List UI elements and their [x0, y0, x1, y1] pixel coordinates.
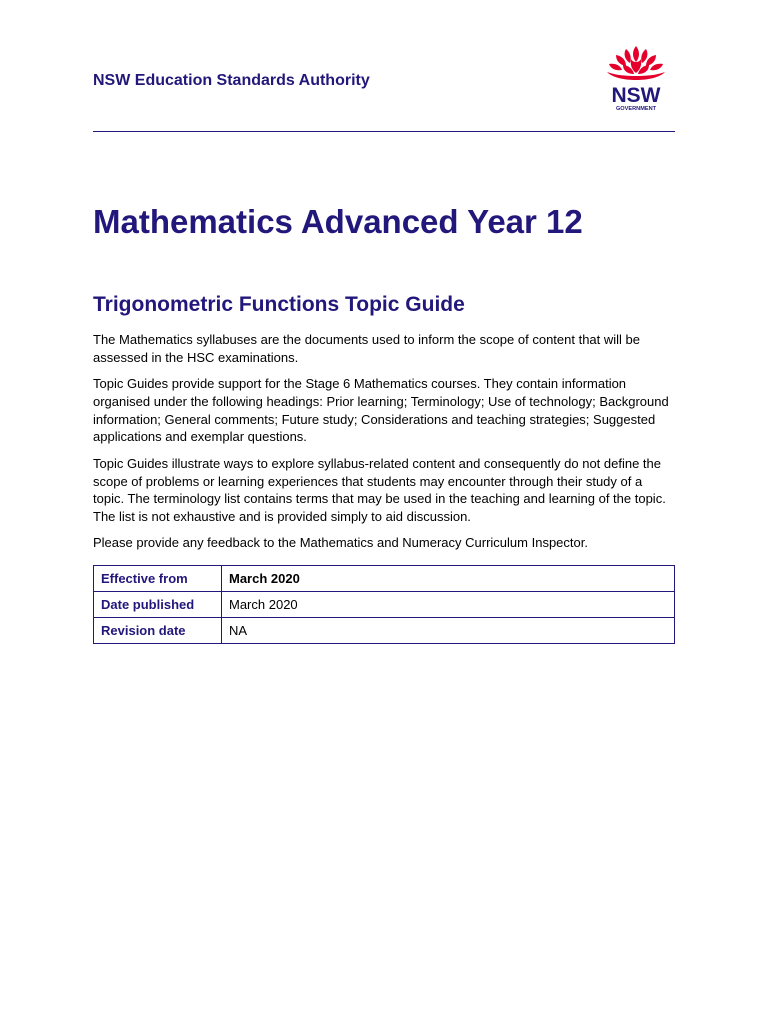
effective-from-value: March 2020 — [222, 566, 675, 592]
date-published-value: March 2020 — [222, 592, 675, 618]
body-paragraph: Topic Guides illustrate ways to explore syllabus-related content and consequently do not define the scope of problems or learning experiences that students may encounter through their study of a topic. The terminology list contains terms that may be used in the teaching and learning of the topic. The list is not exhaustive and is provided simply to aid discussion. — [93, 455, 666, 525]
document-subtitle: Trigonometric Functions Topic Guide — [93, 293, 465, 316]
body-paragraph: Please provide any feedback to the Mathematics and Numeracy Curriculum Inspector. — [93, 535, 588, 551]
document-body — [93, 331, 675, 561]
logo-main-text: NSW — [611, 84, 661, 107]
revision-date-value: NA — [222, 618, 675, 644]
table-row — [94, 592, 675, 618]
body-paragraph: Topic Guides provide support for the Stage 6 Mathematics courses. They contain information organised under the following headings: Prior learning; Terminology; Use of technology; Background information; General comments; Future study; Considerations and teaching strategies; Suggested applications and exemplar questions. — [93, 376, 669, 445]
logo-sub-text: GOVERNMENT — [615, 106, 657, 112]
header-divider — [93, 131, 675, 132]
waratah-flower-icon — [601, 42, 671, 114]
table-row — [94, 566, 675, 592]
revision-date-label: Revision date — [94, 618, 222, 644]
date-published-label: Date published — [94, 592, 222, 618]
nsw-government-logo — [601, 42, 671, 114]
body-paragraph: The Mathematics syllabuses are the documents used to inform the scope of content that will be assessed in the HSC examinations. — [93, 332, 641, 365]
table-row — [94, 618, 675, 644]
effective-from-label: Effective from — [94, 566, 222, 592]
organisation-name: NSW Education Standards Authority — [93, 72, 370, 89]
document-title: Mathematics Advanced Year 12 — [93, 203, 583, 240]
document-info-table — [93, 565, 675, 644]
